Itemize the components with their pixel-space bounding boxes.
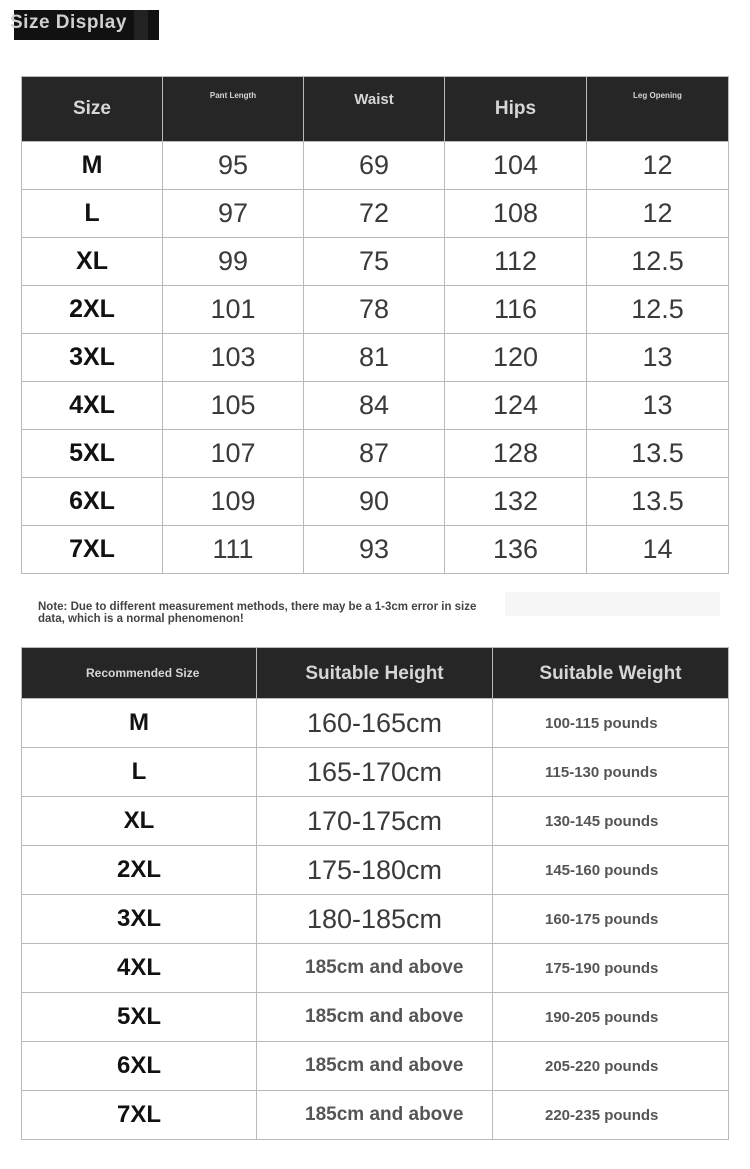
table-row [22, 526, 729, 574]
value-cell: 13.5 [587, 478, 729, 526]
col-header-waist: Waist [304, 77, 445, 142]
col-header-suitable-weight: Suitable Weight [493, 648, 729, 699]
value-cell: 75 [304, 238, 445, 286]
col-header-hips: Hips [445, 77, 587, 142]
size-cell: 5XL [22, 430, 163, 478]
value-cell: 132 [445, 478, 587, 526]
size-cell: 7XL [22, 1091, 257, 1140]
size-cell: 3XL [22, 334, 163, 382]
value-cell: 78 [304, 286, 445, 334]
value-cell: 101 [163, 286, 304, 334]
col-header-leg-opening: Leg Opening [587, 77, 729, 142]
value-cell: 105 [163, 382, 304, 430]
value-cell: 116 [445, 286, 587, 334]
recommendation-table [21, 647, 729, 1140]
value-cell: 109 [163, 478, 304, 526]
value-cell: 87 [304, 430, 445, 478]
size-cell: 2XL [22, 286, 163, 334]
value-cell: 185cm and above [257, 944, 493, 993]
size-cell: XL [22, 797, 257, 846]
table-row [22, 993, 729, 1042]
value-cell: 136 [445, 526, 587, 574]
value-cell: 175-180cm [257, 846, 493, 895]
col-header-pant-length: Pant Length [163, 77, 304, 142]
table-row [22, 748, 729, 797]
measurement-note: Note: Due to different measurement methods, there may be a 1-3cm error in size data, which is a normal phenomenon! [38, 601, 477, 625]
table-row [22, 238, 729, 286]
value-cell: 180-185cm [257, 895, 493, 944]
value-cell: 95 [163, 142, 304, 190]
table-row [22, 286, 729, 334]
value-cell: 165-170cm [257, 748, 493, 797]
col-header-recommended-size: Recommended Size [22, 648, 257, 699]
value-cell: 185cm and above [257, 993, 493, 1042]
size-chart-table [21, 76, 729, 574]
size-cell: 6XL [22, 1042, 257, 1091]
value-cell: 12.5 [587, 286, 729, 334]
value-cell: 81 [304, 334, 445, 382]
value-cell: 128 [445, 430, 587, 478]
size-cell: 6XL [22, 478, 163, 526]
value-cell: 12.5 [587, 238, 729, 286]
table-row [22, 699, 729, 748]
value-cell: 112 [445, 238, 587, 286]
value-cell: 160-175 pounds [493, 895, 729, 944]
value-cell: 69 [304, 142, 445, 190]
value-cell: 108 [445, 190, 587, 238]
value-cell: 145-160 pounds [493, 846, 729, 895]
size-cell: L [22, 748, 257, 797]
size-cell: M [22, 699, 257, 748]
value-cell: 170-175cm [257, 797, 493, 846]
table-row [22, 190, 729, 238]
value-cell: 14 [587, 526, 729, 574]
size-cell: 4XL [22, 944, 257, 993]
value-cell: 100-115 pounds [493, 699, 729, 748]
value-cell: 120 [445, 334, 587, 382]
value-cell: 190-205 pounds [493, 993, 729, 1042]
value-cell: 104 [445, 142, 587, 190]
table-row [22, 478, 729, 526]
table-row [22, 430, 729, 478]
value-cell: 13 [587, 382, 729, 430]
size-cell: 7XL [22, 526, 163, 574]
table-row [22, 895, 729, 944]
value-cell: 130-145 pounds [493, 797, 729, 846]
size-cell: XL [22, 238, 163, 286]
value-cell: 103 [163, 334, 304, 382]
value-cell: 175-190 pounds [493, 944, 729, 993]
value-cell: 185cm and above [257, 1091, 493, 1140]
value-cell: 97 [163, 190, 304, 238]
value-cell: 160-165cm [257, 699, 493, 748]
table-row [22, 846, 729, 895]
value-cell: 107 [163, 430, 304, 478]
table-row [22, 1042, 729, 1091]
value-cell: 115-130 pounds [493, 748, 729, 797]
col-header-size: Size [22, 77, 163, 142]
size-cell: 2XL [22, 846, 257, 895]
table-header-row [22, 77, 729, 142]
value-cell: 124 [445, 382, 587, 430]
value-cell: 13.5 [587, 430, 729, 478]
value-cell: 220-235 pounds [493, 1091, 729, 1140]
size-cell: L [22, 190, 163, 238]
banner-notch [134, 10, 148, 40]
value-cell: 12 [587, 190, 729, 238]
table-row [22, 142, 729, 190]
table-row [22, 334, 729, 382]
value-cell: 72 [304, 190, 445, 238]
size-cell: M [22, 142, 163, 190]
table-row [22, 382, 729, 430]
table-row [22, 944, 729, 993]
table-row [22, 797, 729, 846]
size-cell: 4XL [22, 382, 163, 430]
value-cell: 185cm and above [257, 1042, 493, 1091]
size-cell: 3XL [22, 895, 257, 944]
value-cell: 205-220 pounds [493, 1042, 729, 1091]
value-cell: 84 [304, 382, 445, 430]
value-cell: 12 [587, 142, 729, 190]
value-cell: 99 [163, 238, 304, 286]
table-header-row [22, 648, 729, 699]
page-title: Size Display [10, 12, 127, 33]
value-cell: 13 [587, 334, 729, 382]
value-cell: 90 [304, 478, 445, 526]
value-cell: 111 [163, 526, 304, 574]
value-cell: 93 [304, 526, 445, 574]
col-header-suitable-height: Suitable Height [257, 648, 493, 699]
table-row [22, 1091, 729, 1140]
faded-text-artifact [505, 592, 720, 616]
size-cell: 5XL [22, 993, 257, 1042]
